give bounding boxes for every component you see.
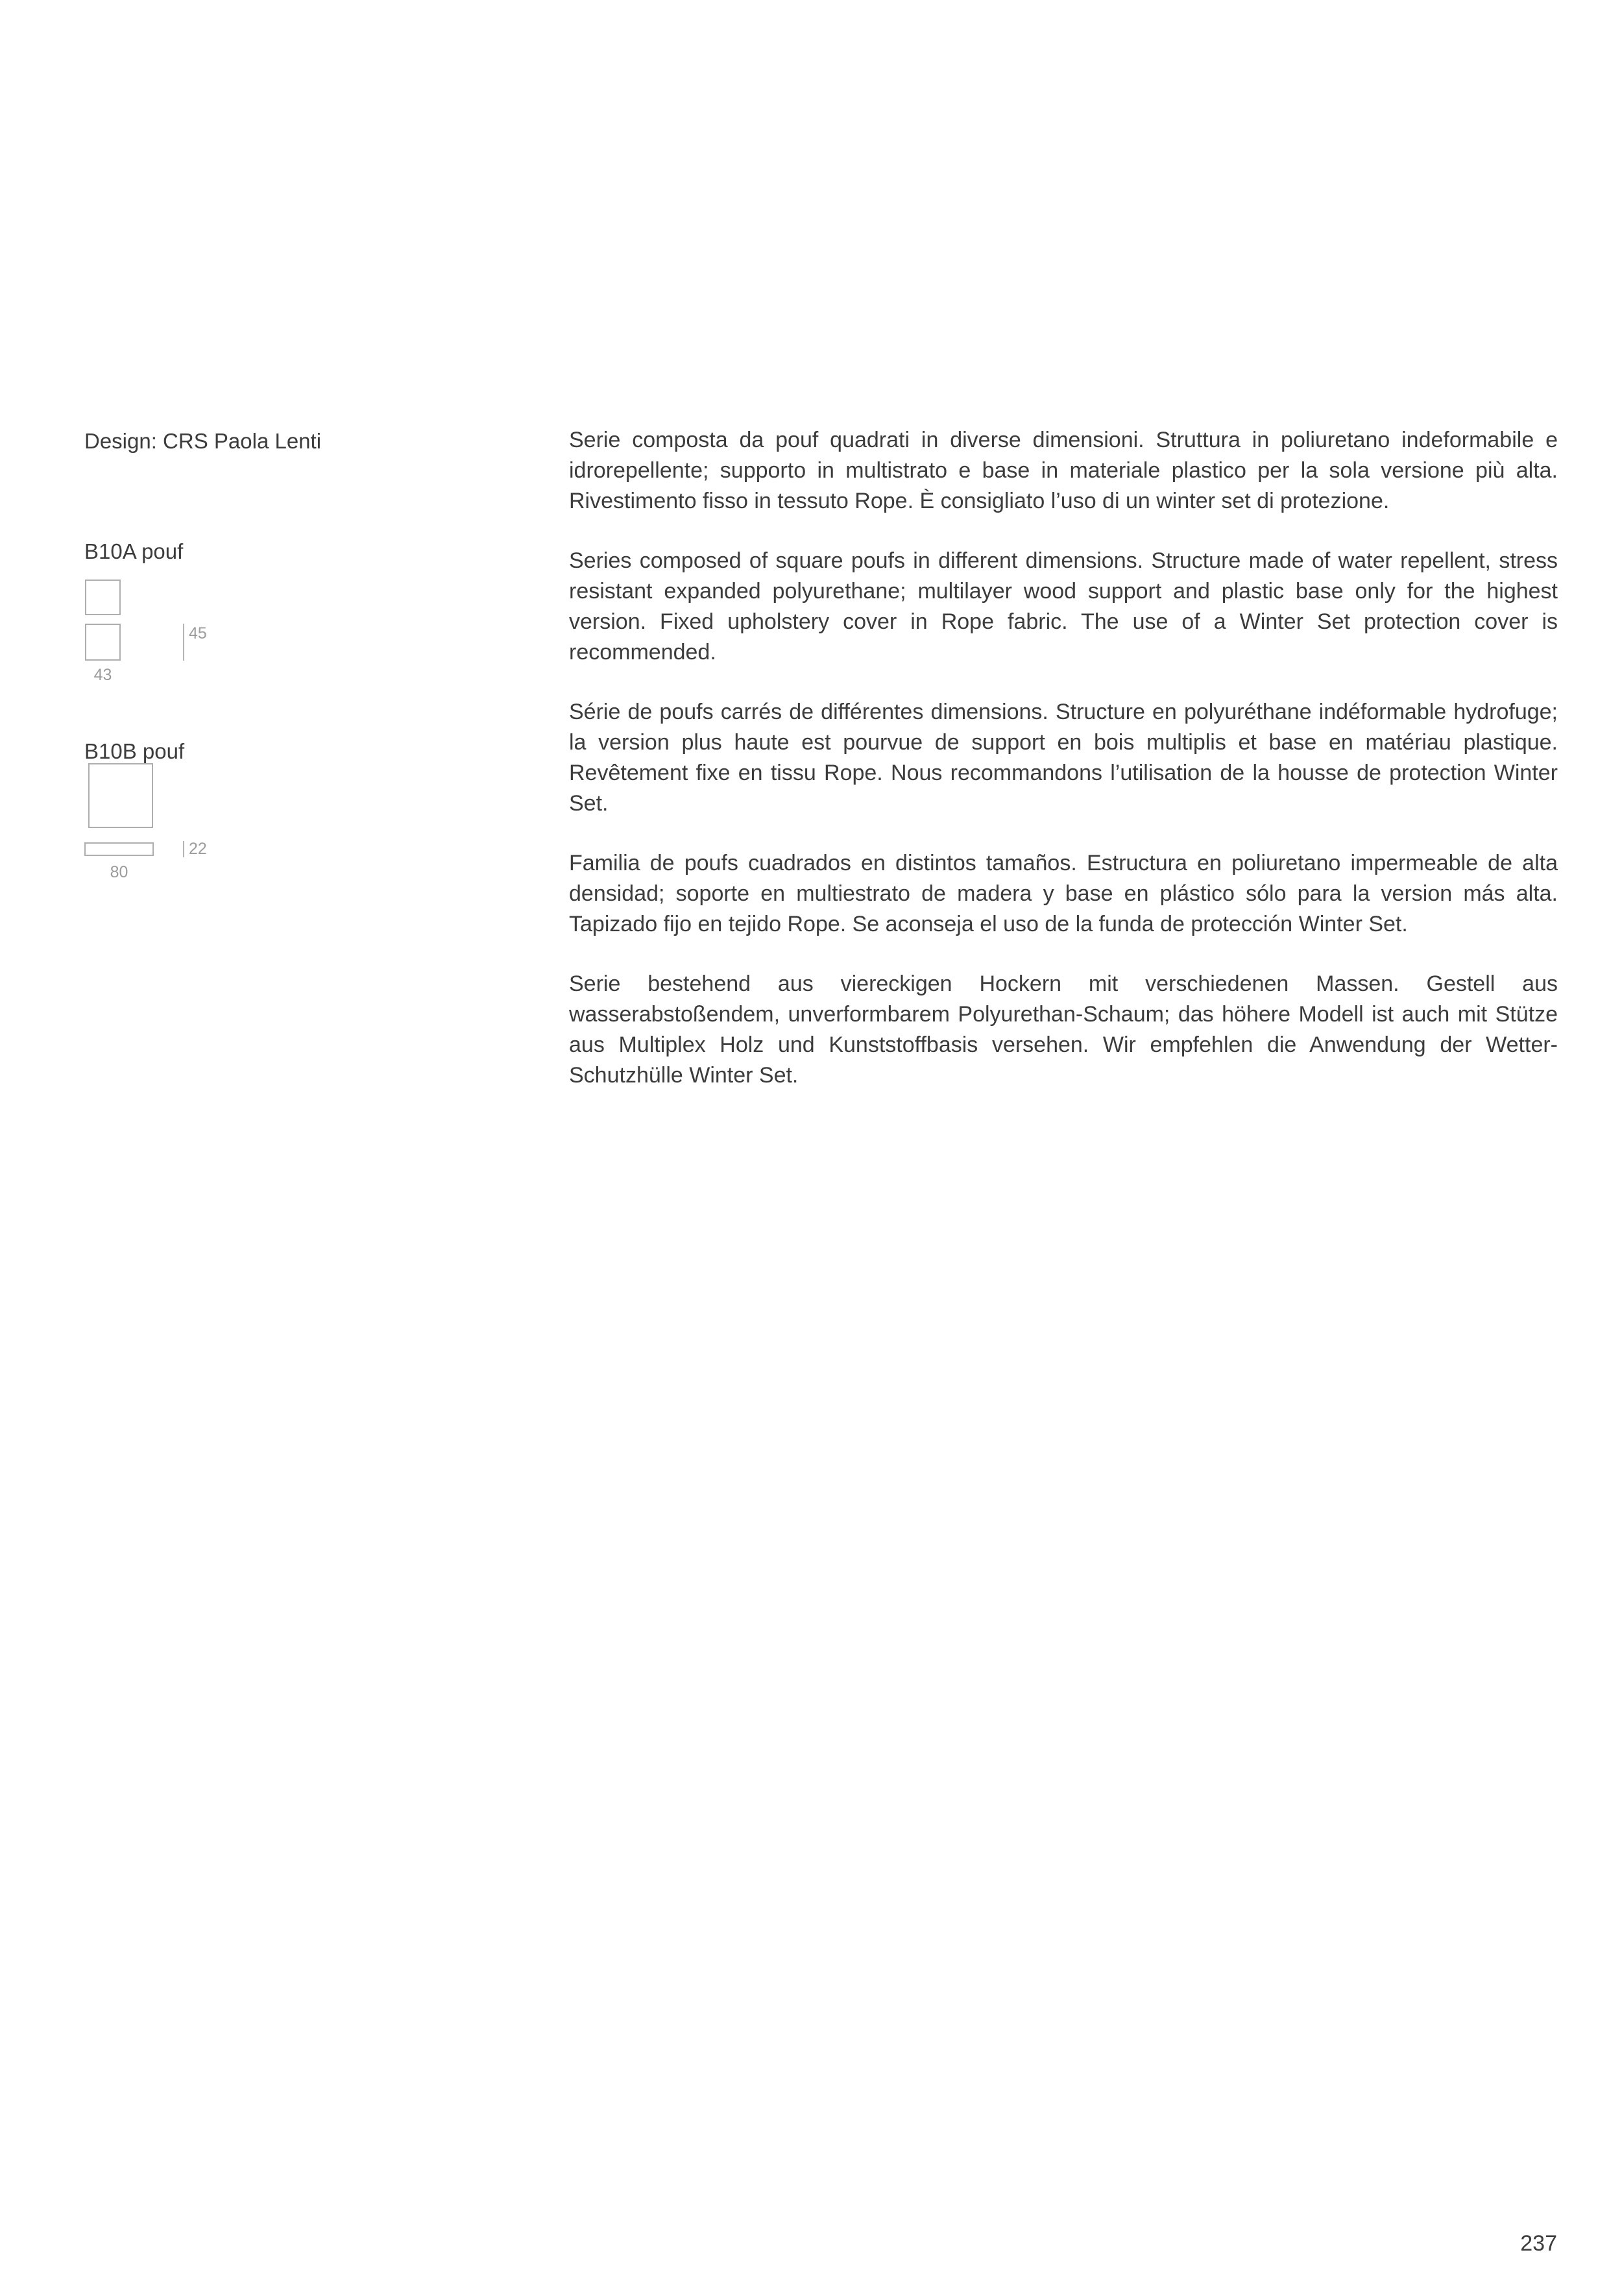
b10b-height-dimension: 22 <box>189 840 207 858</box>
product-code-b10b: B10B pouf <box>84 739 185 763</box>
b10a-height-dimension-line <box>183 624 184 661</box>
b10b-width-dimension: 80 <box>110 863 128 881</box>
product-code-b10a: B10A pouf <box>84 539 184 563</box>
b10a-plan-view-diagram <box>85 580 121 615</box>
design-credit: Design: CRS Paola Lenti <box>84 429 322 453</box>
b10a-side-view-diagram <box>85 624 121 661</box>
b10a-height-dimension: 45 <box>189 624 207 642</box>
b10b-side-view-diagram <box>84 842 154 856</box>
b10a-width-dimension: 43 <box>93 666 112 684</box>
description-german: Serie bestehend aus viereckigen Hockern mit verschiedenen Massen. Gestell aus wasserabstoßendem, unverformbarem Polyurethan-Schaum; das höhere Modell ist auch mit Stütze aus Multiplex Holz und Kunststoffbasis versehen. Wir empfehlen die Anwendung der Wetter-Schutzhülle Winter Set. <box>569 971 1558 1088</box>
description-french: Série de poufs carrés de différentes dimensions. Structure en polyuréthane indéformable hydrofuge; la version plus haute est pourvue de support en bois multiplis et base en matériau plastique. Revêtement fixe en tissu Rope. Nous recommandons l’utilisation de la housse de protection Winter Set. <box>569 700 1558 816</box>
page-number: 237 <box>1520 2231 1557 2256</box>
description-italian: Serie composta da pouf quadrati in diverse dimensioni. Struttura in poliuretano indeformabile e idrorepellente; supporto in multistrato e base in materiale plastico per la sola versione più alta. Rivestimento fisso in tessuto Rope. È consigliato l’uso di un winter set di protezione. <box>569 428 1558 513</box>
description-spanish: Familia de poufs cuadrados en distintos tamaños. Estructura en poliuretano impermeable de alta densidad; soporte en multiestrato de madera y base en plástico sólo para la version más alta. Tapizado fijo en tejido Rope. Se aconseja el uso de la funda de protección Winter Set. <box>569 851 1558 936</box>
b10b-height-dimension-line <box>183 841 184 857</box>
description-english: Series composed of square poufs in different dimensions. Structure made of water repellent, stress resistant expanded polyurethane; multilayer wood support and plastic base only for the highest version. Fixed upholstery cover in Rope fabric. The use of a Winter Set protection cover is recommended. <box>569 548 1558 665</box>
b10b-plan-view-diagram <box>88 763 153 828</box>
description-column <box>569 425 1558 1120</box>
